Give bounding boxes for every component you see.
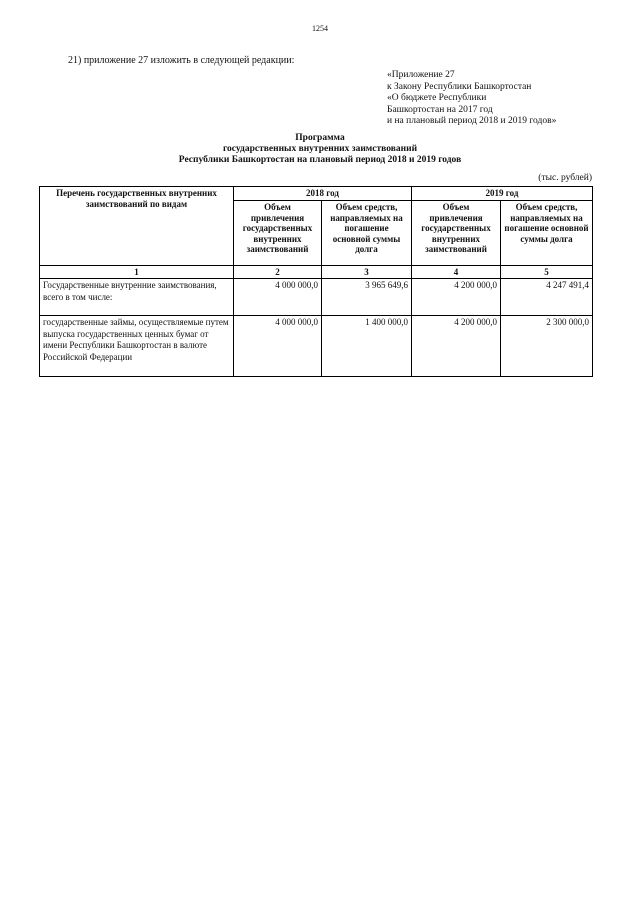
appendix-line: «Приложение 27 bbox=[387, 70, 455, 80]
column-number: 3 bbox=[322, 266, 412, 279]
table-row bbox=[40, 279, 593, 316]
row-value: 4 000 000,0 bbox=[234, 279, 322, 316]
title-line: Республики Башкортостан на плановый период 2018 и 2019 годов bbox=[178, 155, 462, 165]
row-name: Государственные внутренние заимствования, всего в том числе: bbox=[40, 279, 234, 316]
row-value: 1 400 000,0 bbox=[322, 316, 412, 377]
units-label: (тыс. рублей) bbox=[538, 173, 592, 183]
column-number: 2 bbox=[234, 266, 322, 279]
table-row bbox=[40, 316, 593, 377]
row-value: 4 000 000,0 bbox=[234, 316, 322, 377]
column-number: 4 bbox=[412, 266, 501, 279]
column-number-row bbox=[40, 266, 593, 279]
appendix-line: Башкортостан на 2017 год bbox=[387, 104, 493, 115]
subheader-repayment-2018: Объем средств, направляемых на погашение основной суммы долга bbox=[322, 201, 412, 266]
row-value: 4 200 000,0 bbox=[412, 316, 501, 377]
appendix-header bbox=[387, 70, 556, 128]
title-line: государственных внутренних заимствований bbox=[222, 144, 418, 154]
subheader-repayment-2019: Объем средств, направляемых на погашение основной суммы долга bbox=[501, 201, 593, 266]
row-header: Перечень государственных внутренних заимствований по видам bbox=[40, 187, 234, 266]
row-value: 4 247 491,4 bbox=[501, 279, 593, 316]
appendix-line: к Закону Республики Башкортостан bbox=[387, 81, 532, 92]
subheader-attraction-2018: Объем привлечения государственных внутренних заимствований bbox=[234, 201, 322, 266]
document-title bbox=[0, 133, 640, 166]
year-header-2018: 2018 год bbox=[234, 187, 412, 201]
appendix-line: «О бюджете Республики bbox=[387, 93, 487, 104]
page-number: 1254 bbox=[312, 24, 328, 33]
title-line: Программа bbox=[295, 133, 345, 143]
appendix-line: и на плановый период 2018 и 2019 годов» bbox=[387, 116, 557, 127]
subheader-attraction-2019: Объем привлечения государственных внутренних заимствований bbox=[412, 201, 501, 266]
column-number: 5 bbox=[501, 266, 593, 279]
year-header-2019: 2019 год bbox=[412, 187, 593, 201]
column-number: 1 bbox=[40, 266, 234, 279]
row-value: 3 965 649,6 bbox=[322, 279, 412, 316]
intro-text: 21) приложение 27 изложить в следующей редакции: bbox=[68, 55, 295, 66]
row-value: 2 300 000,0 bbox=[501, 316, 593, 377]
borrowing-program-table bbox=[39, 186, 593, 377]
row-name: государственные займы, осуществляемые путем выпуска государственных ценных бумаг от имени Республики Башкортостан в валюте Российской Федерации bbox=[40, 316, 234, 377]
row-value: 4 200 000,0 bbox=[412, 279, 501, 316]
